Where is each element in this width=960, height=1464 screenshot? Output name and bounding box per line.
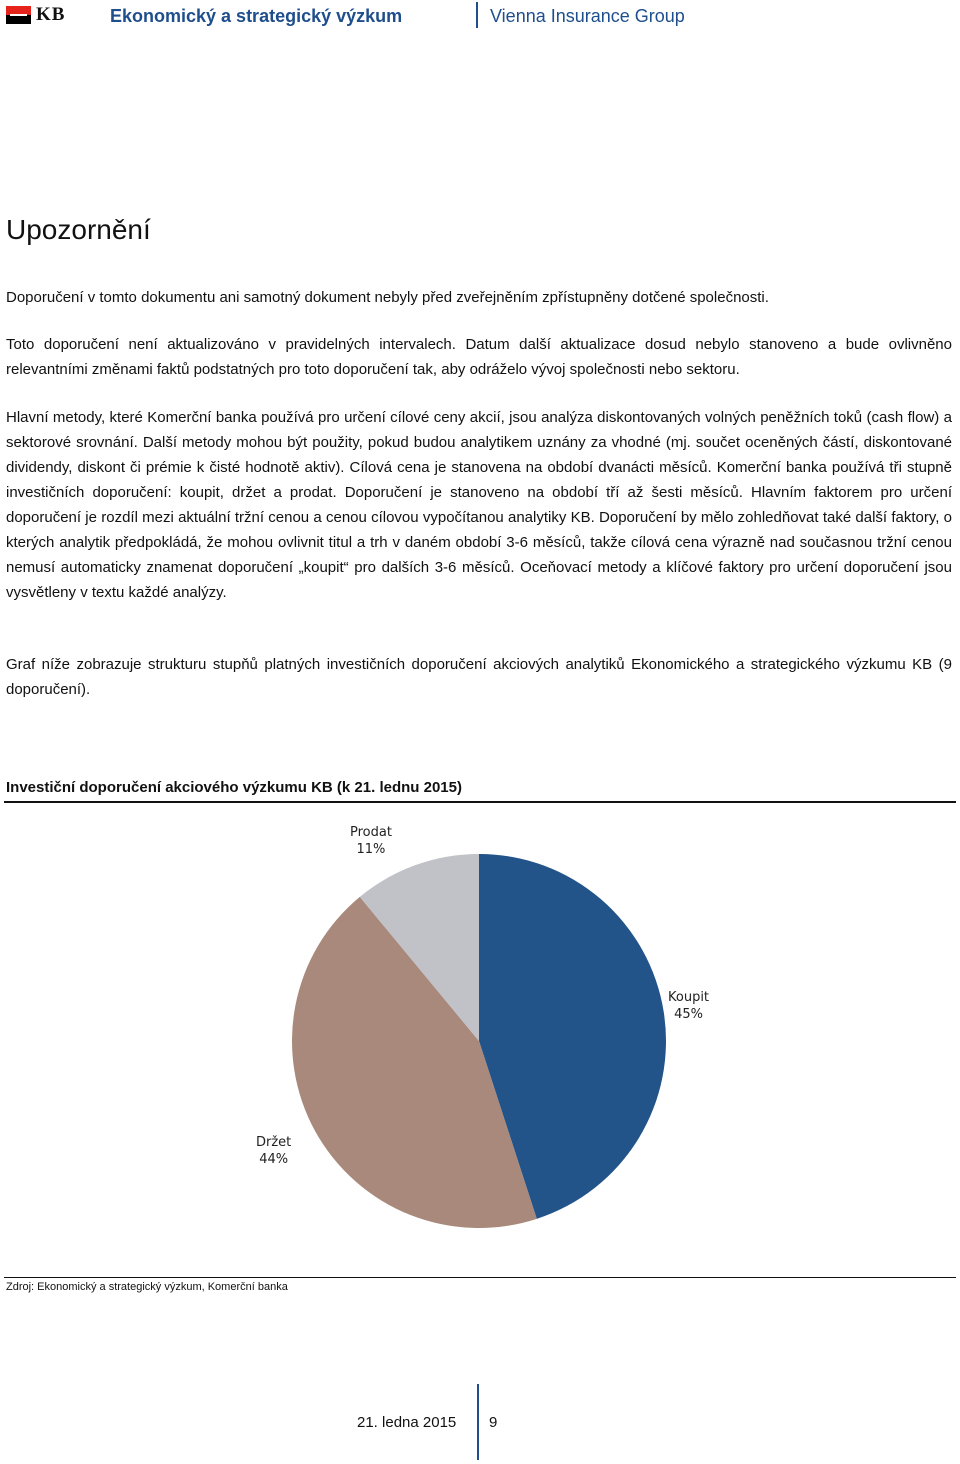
source-note: Zdroj: Ekonomický a strategický výzkum, Komerční banka <box>6 1281 288 1293</box>
chart-top-rule <box>4 801 956 803</box>
pie-label-value: 44% <box>259 1152 289 1167</box>
paragraph-1: Doporučení v tomto dokumentu ani samotný dokument nebyly před zveřejněním zpřístupněny dotčené společnosti. <box>6 289 769 306</box>
pie-label-value: 11% <box>356 842 386 857</box>
pie-label-koupit <box>668 989 709 1023</box>
pie-label-value: 45% <box>674 1007 703 1022</box>
footer-date: 21. ledna 2015 <box>357 1414 457 1431</box>
chart-bottom-rule <box>4 1277 956 1278</box>
pie-label-category: Prodat <box>350 825 392 840</box>
section-title: Upozornění <box>6 214 151 245</box>
department-name: Ekonomický a strategický výzkum <box>110 6 403 26</box>
pie-label-category: Držet <box>256 1135 292 1150</box>
header-divider <box>476 2 478 28</box>
group-name: Vienna Insurance Group <box>490 6 685 26</box>
pie-label-category: Koupit <box>668 990 710 1005</box>
kb-logo <box>6 6 31 24</box>
paragraph-3: Hlavní metody, které Komerční banka používá pro určení cílové ceny akcií, jsou analýza diskontovaných volných peněžních toků (cash flow) a sektorové srovnání. Další metody mohou být použity, pokud budou analytikem uznány za vhodné (mj. součet oceněných částí, diskontované dividendy, diskont či prémie k čisté hodnotě aktiv). Cílová cena je stanovena na období dvanácti měsíců. Komerční banka používá tři stupně investičních doporučení: koupit, držet a prodat. Doporučení je stanoveno na období tří až šesti měsíců. Hlavním faktorem pro určení doporučení je rozdíl mezi aktuální tržní cenou a cenou cílovou vypočítanou analytiky KB. Doporučení by mělo zohledňovat také další faktory, o kterých analytik předpokládá, že mohou ovlivnit titul a trh v daném období 3-6 měsíců, takže cílová cena výrazně nad současnou tržní cenou nemusí automaticky znamenat doporučení „koupit“ pro dalších 3-6 měsíců. Oceňovací metody a klíčové faktory pro určení doporučení jsou vysvětleny v textu každé analýzy. <box>6 409 952 601</box>
pie-label-držet <box>256 1134 291 1168</box>
logo-text: KB <box>36 4 66 25</box>
paragraph-4: Graf níže zobrazuje strukturu stupňů platných investičních doporučení akciových analytiků Ekonomického a strategického výzkumu KB (9 doporučení). <box>6 656 952 698</box>
footer-divider <box>477 1384 479 1460</box>
page-header <box>0 0 960 30</box>
pie-label-prodat <box>350 824 392 858</box>
paragraph-2: Toto doporučení není aktualizováno v pravidelných intervalech. Datum další aktualizace dosud nebylo stanoveno a bude ovlivněno relevantními změnami faktů podstatných pro toto doporučení tak, aby odráželo vývoj společnosti nebo sektoru. <box>6 336 952 378</box>
chart-title: Investiční doporučení akciového výzkumu KB (k 21. lednu 2015) <box>6 779 462 796</box>
pie-chart <box>0 810 960 1270</box>
page-number: 9 <box>489 1414 498 1431</box>
